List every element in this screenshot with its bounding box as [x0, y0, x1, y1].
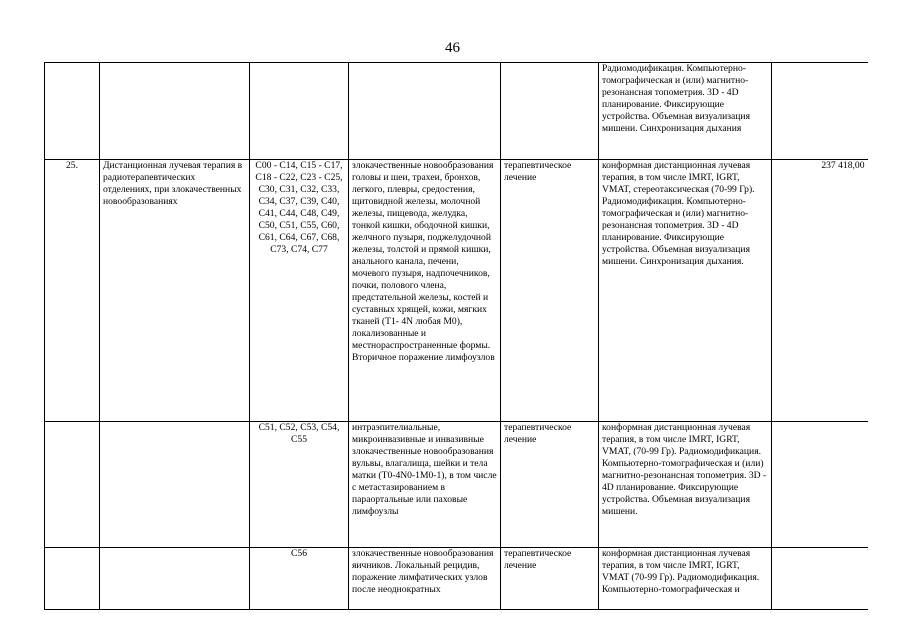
- price: [772, 63, 868, 160]
- service-name: [100, 63, 250, 160]
- row-number: [45, 63, 100, 160]
- table-row: [45, 63, 868, 160]
- treatment-method: конформная дистанционная лучевая терапия, в том числе IMRT, IGRT, VMAT (70-99 Гр). Радиомодификация. Компьютерно-томографическая и: [599, 548, 772, 610]
- treatment-method: конформная дистанционная лучевая терапия, в том числе IMRT, IGRT, VMAT, (70-99 Гр). Радиомодификация. Компьютерно-томографическая и (или) магнитно-резонансная топометрия. 3D - 4D планирование. Фиксирующие устройства. Объемная визуализация мишени.: [599, 422, 772, 548]
- treatment-method: Радиомодификация. Компьютерно-томографическая и (или) магнитно-резонансная топометрия. 3D - 4D планирование. Фиксирующие устройства. Объемная визуализация мишени. Синхронизация дыхания: [599, 63, 772, 160]
- table-row: [45, 422, 868, 548]
- table-row: [45, 548, 868, 610]
- disease-model: интраэпителиальные, микроинвазивные и инвазивные злокачественные новообразования вульвы, влагалища, шейки и тела матки (T0-4N0-1M0-1), в том числе с метастазированием в параортальные или паховые лимфоузлы: [349, 422, 501, 548]
- table-row: [45, 160, 868, 422]
- price: [772, 548, 868, 610]
- disease-model: злокачественные новообразования яичников. Локальный рецидив, поражение лимфатических узлов после неоднократных: [349, 548, 501, 610]
- price: [772, 422, 868, 548]
- row-number: [45, 548, 100, 610]
- service-name: [100, 548, 250, 610]
- treatment-type: терапевтическое лечение: [501, 422, 599, 548]
- service-name: [100, 422, 250, 548]
- price: 237 418,00: [772, 160, 868, 422]
- treatment-type: терапевтическое лечение: [501, 160, 599, 422]
- row-number: [45, 422, 100, 548]
- icd-codes: C00 - C14, C15 - C17, C18 - C22, C23 - C25, C30, C31, C32, C33, C34, C37, C39, C40, C41, C44, C48, C49, C50, C51, C55, C60, C61, C64, C67, C68, C73, C74, C77: [250, 160, 349, 422]
- disease-model: [349, 63, 501, 160]
- service-name: Дистанционная лучевая терапия в радиотерапевтических отделениях, при злокачественных новообразованиях: [100, 160, 250, 422]
- page-number: 46: [445, 40, 460, 56]
- treatment-method: конформная дистанционная лучевая терапия, в том числе IMRT, IGRT, VMAT, стереотаксическая (70-99 Гр). Радиомодификация. Компьютерно-томографическая и (или) магнитно-резонансная топометрия. 3D - 4D планирование. Фиксирующие устройства. Объемная визуализация мишени. Синхронизация дыхания.: [599, 160, 772, 422]
- icd-codes: [250, 63, 349, 160]
- icd-codes: C56: [250, 548, 349, 610]
- treatment-type: терапевтическое лечение: [501, 548, 599, 610]
- disease-model: злокачественные новообразования головы и шеи, трахеи, бронхов, легкого, плевры, средостения, щитовидной железы, молочной железы, пищевода, желудка, тонкой кишки, ободочной кишки, желчного пузыря, поджелудочной железы, толстой и прямой кишки, анального канала, печени, мочевого пузыря, надпочечников, почки, полового члена, предстательной железы, костей и суставных хрящей, кожи, мягких тканей (T1- 4N любая M0), локализованные и местнораспространенные формы. Вторичное поражение лимфоузлов: [349, 160, 501, 422]
- icd-codes: C51, C52, C53, C54, C55: [250, 422, 349, 548]
- treatment-type: [501, 63, 599, 160]
- services-table: [44, 62, 868, 610]
- row-number: 25.: [45, 160, 100, 422]
